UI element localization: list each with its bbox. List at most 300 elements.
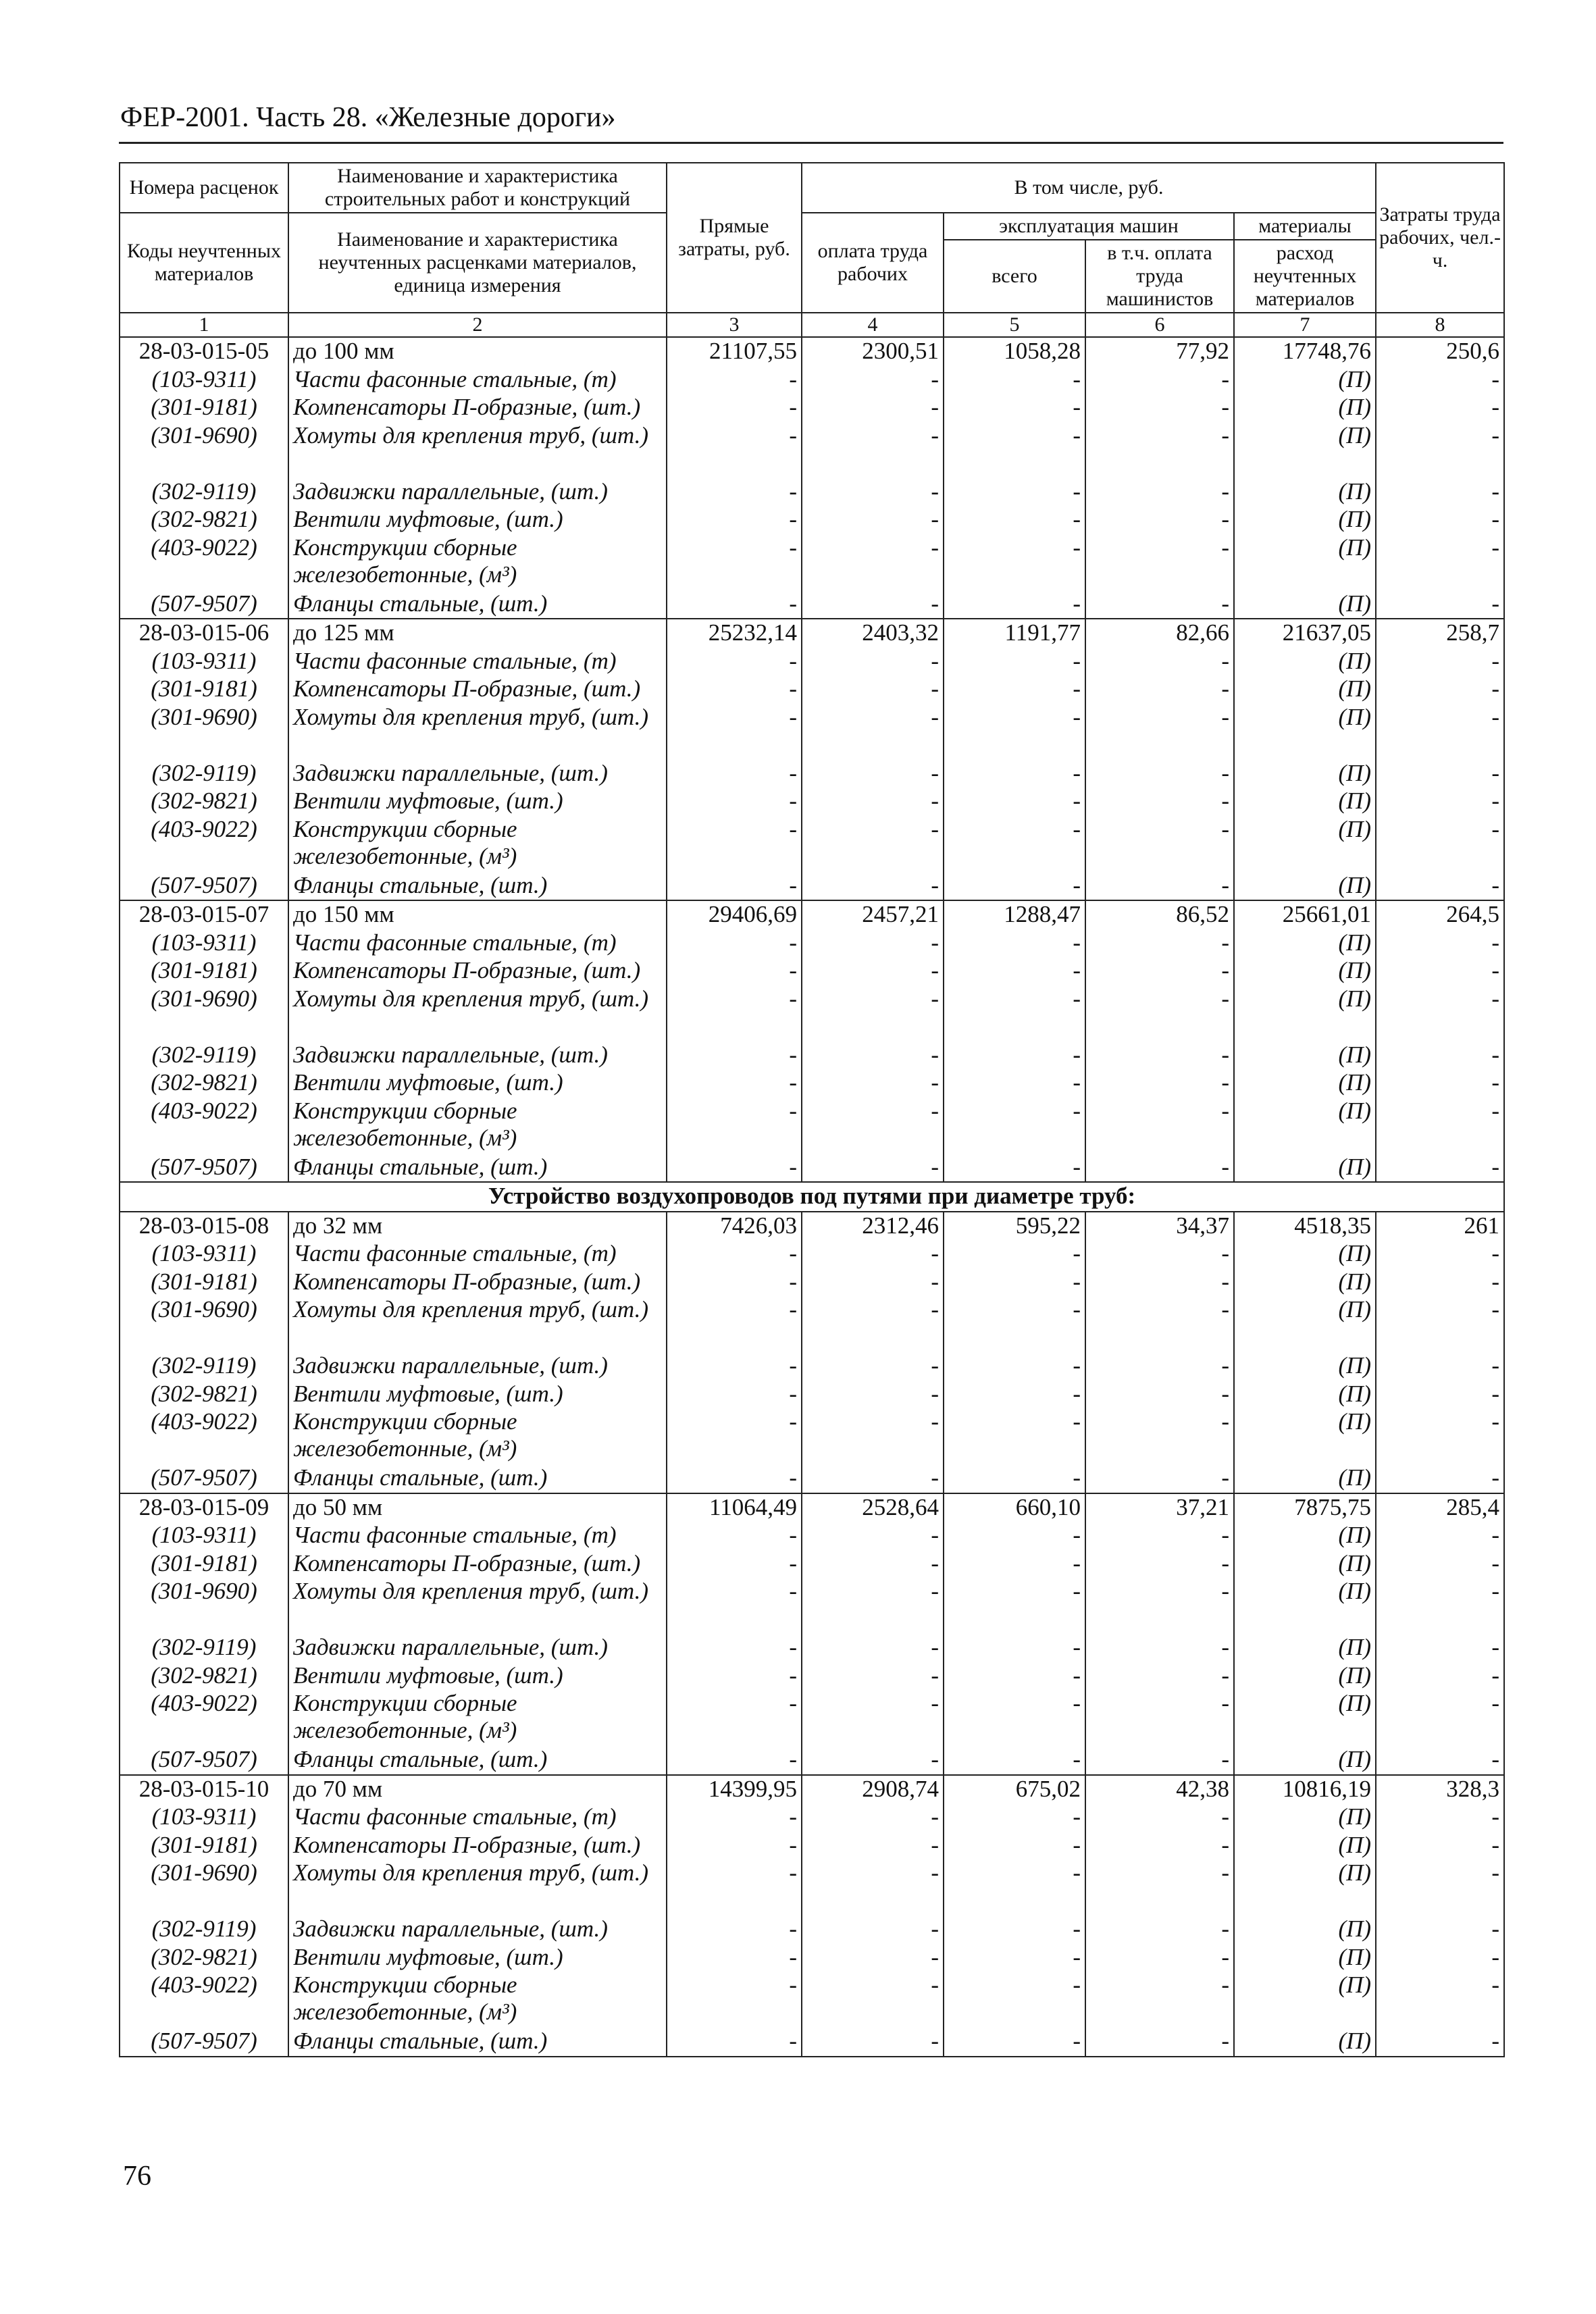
material-code: (403-9022) [120, 534, 288, 590]
material-code: (302-9119) [120, 1916, 288, 1944]
material-flag: (П) [1234, 1240, 1376, 1268]
labor-wages-dash: - [802, 478, 944, 507]
labor-wages: 2908,74 [802, 1775, 944, 1804]
material-code: (302-9821) [120, 1381, 288, 1409]
labor-wages-dash: - [802, 1578, 944, 1634]
direct-costs-dash: - [667, 1944, 802, 1972]
direct-costs-dash: - [667, 1464, 802, 1493]
material-flag: (П) [1234, 1154, 1376, 1183]
operator-wages: 42,38 [1085, 1775, 1234, 1804]
labor-hours-dash: - [1376, 478, 1504, 507]
material-name: Хомуты для крепления труб, (шт.) [288, 1859, 667, 1916]
material-flag: (П) [1234, 534, 1376, 590]
material-row [120, 534, 1504, 590]
labor-hours-dash: - [1376, 1069, 1504, 1098]
material-code: (301-9181) [120, 675, 288, 704]
material-flag: (П) [1234, 1381, 1376, 1409]
labor-hours-dash: - [1376, 704, 1504, 760]
direct-costs-dash: - [667, 1832, 802, 1860]
material-flag: (П) [1234, 985, 1376, 1042]
labor-hours-dash: - [1376, 675, 1504, 704]
material-name: Конструкции сборные железобетонные, (м³) [288, 1972, 667, 2028]
labor-hours: 261 [1376, 1212, 1504, 1241]
labor-hours-dash: - [1376, 590, 1504, 619]
machine-costs: 1191,77 [944, 619, 1085, 648]
machine-costs-dash: - [944, 534, 1085, 590]
direct-costs-dash: - [667, 1240, 802, 1268]
direct-costs-dash: - [667, 1746, 802, 1775]
material-name: Задвижки параллельные, (шт.) [288, 1634, 667, 1662]
labor-hours: 250,6 [1376, 337, 1504, 366]
labor-wages-dash: - [802, 1042, 944, 1070]
operator-wages: 34,37 [1085, 1212, 1234, 1241]
material-name: Вентили муфтовые, (шт.) [288, 1944, 667, 1972]
rate-name: до 150 мм [288, 900, 667, 929]
material-name: Фланцы стальные, (шт.) [288, 1154, 667, 1183]
material-code: (103-9311) [120, 1522, 288, 1550]
column-number: 4 [802, 313, 944, 337]
material-row [120, 1268, 1504, 1297]
material-flag: (П) [1234, 1408, 1376, 1464]
material-row [120, 1634, 1504, 1662]
column-number: 3 [667, 313, 802, 337]
material-flag: (П) [1234, 1578, 1376, 1634]
material-name: Хомуты для крепления труб, (шт.) [288, 1578, 667, 1634]
labor-wages-dash: - [802, 590, 944, 619]
material-row [120, 1578, 1504, 1634]
labor-hours-dash: - [1376, 506, 1504, 534]
material-row [120, 1746, 1504, 1775]
material-row [120, 648, 1504, 676]
direct-costs-dash: - [667, 1578, 802, 1634]
material-row [120, 788, 1504, 816]
direct-costs-dash: - [667, 366, 802, 394]
page-header: ФЕР-2001. Часть 28. «Железные дороги» [120, 102, 616, 133]
material-name: Хомуты для крепления труб, (шт.) [288, 985, 667, 1042]
machine-costs: 1058,28 [944, 337, 1085, 366]
group-header: В том числе, руб. [802, 163, 1376, 213]
direct-costs-dash: - [667, 506, 802, 534]
material-code: (301-9690) [120, 704, 288, 760]
col3-header: Прямые затраты, руб. [667, 163, 802, 313]
direct-costs-dash: - [667, 1154, 802, 1183]
direct-costs: 7426,03 [667, 1212, 802, 1241]
rate-code: 28-03-015-08 [120, 1212, 288, 1241]
labor-wages-dash: - [802, 1972, 944, 2028]
machine-costs-dash: - [944, 1972, 1085, 2028]
labor-wages-dash: - [802, 1746, 944, 1775]
rates-table [119, 162, 1505, 2057]
material-flag: (П) [1234, 1634, 1376, 1662]
material-row [120, 1464, 1504, 1493]
machine-costs-dash: - [944, 1662, 1085, 1691]
machine-costs-dash: - [944, 985, 1085, 1042]
rate-code: 28-03-015-09 [120, 1493, 288, 1522]
material-flag: (П) [1234, 422, 1376, 478]
labor-wages-dash: - [802, 1916, 944, 1944]
material-code: (301-9690) [120, 1859, 288, 1916]
labor-wages-dash: - [802, 985, 944, 1042]
material-flag: (П) [1234, 394, 1376, 422]
operator-wages-dash: - [1085, 1098, 1234, 1154]
material-row [120, 704, 1504, 760]
machine-costs-dash: - [944, 1578, 1085, 1634]
direct-costs-dash: - [667, 1522, 802, 1550]
material-flag: (П) [1234, 1069, 1376, 1098]
material-code: (301-9690) [120, 985, 288, 1042]
labor-hours-dash: - [1376, 1352, 1504, 1381]
material-row [120, 1832, 1504, 1860]
labor-hours: 264,5 [1376, 900, 1504, 929]
material-code: (403-9022) [120, 1972, 288, 2028]
material-flag: (П) [1234, 816, 1376, 872]
material-code: (301-9690) [120, 1296, 288, 1352]
material-flag: (П) [1234, 1690, 1376, 1746]
labor-wages-dash: - [802, 1381, 944, 1409]
table-header [120, 163, 1504, 337]
material-flag: (П) [1234, 478, 1376, 507]
direct-costs: 14399,95 [667, 1775, 802, 1804]
direct-costs-dash: - [667, 675, 802, 704]
rate-code: 28-03-015-07 [120, 900, 288, 929]
material-name: Фланцы стальные, (шт.) [288, 1464, 667, 1493]
labor-wages-dash: - [802, 760, 944, 788]
machine-costs-dash: - [944, 1464, 1085, 1493]
labor-hours: 285,4 [1376, 1493, 1504, 1522]
direct-costs: 25232,14 [667, 619, 802, 648]
machine-costs-dash: - [944, 422, 1085, 478]
labor-hours-dash: - [1376, 816, 1504, 872]
material-flag: (П) [1234, 506, 1376, 534]
machine-costs-dash: - [944, 366, 1085, 394]
col1-top-header: Номера расценок [120, 163, 288, 213]
operator-wages-dash: - [1085, 929, 1234, 958]
labor-hours-dash: - [1376, 1268, 1504, 1297]
material-flag: (П) [1234, 1296, 1376, 1352]
operator-wages: 86,52 [1085, 900, 1234, 929]
machine-costs: 595,22 [944, 1212, 1085, 1241]
operator-wages-dash: - [1085, 788, 1234, 816]
labor-wages-dash: - [802, 788, 944, 816]
labor-wages-dash: - [802, 1464, 944, 1493]
col5-header: всего [944, 240, 1085, 313]
material-flag: (П) [1234, 1832, 1376, 1860]
material-flag: (П) [1234, 1042, 1376, 1070]
machine-costs-dash: - [944, 872, 1085, 901]
machine-costs-dash: - [944, 1154, 1085, 1183]
material-row [120, 985, 1504, 1042]
labor-hours-dash: - [1376, 872, 1504, 901]
column-number: 2 [288, 313, 667, 337]
labor-hours-dash: - [1376, 1296, 1504, 1352]
direct-costs-dash: - [667, 534, 802, 590]
col6-header: в т.ч. оплата труда машинистов [1085, 240, 1234, 313]
operator-wages-dash: - [1085, 985, 1234, 1042]
col4-header: оплата труда рабочих [802, 213, 944, 313]
operator-wages-dash: - [1085, 1154, 1234, 1183]
material-row [120, 1859, 1504, 1916]
machines-header: эксплуатация машин [944, 213, 1234, 240]
machine-costs-dash: - [944, 1042, 1085, 1070]
col7-header: расход неучтенных материалов [1234, 240, 1376, 313]
column-number: 1 [120, 313, 288, 337]
operator-wages-dash: - [1085, 1803, 1234, 1832]
labor-hours-dash: - [1376, 1098, 1504, 1154]
labor-wages-dash: - [802, 816, 944, 872]
labor-hours-dash: - [1376, 1690, 1504, 1746]
labor-hours-dash: - [1376, 1746, 1504, 1775]
operator-wages-dash: - [1085, 2028, 1234, 2057]
material-row [120, 422, 1504, 478]
labor-wages-dash: - [802, 929, 944, 958]
labor-wages-dash: - [802, 1662, 944, 1691]
direct-costs-dash: - [667, 704, 802, 760]
rate-code: 28-03-015-06 [120, 619, 288, 648]
labor-hours-dash: - [1376, 788, 1504, 816]
material-row [120, 1550, 1504, 1578]
material-name: Конструкции сборные железобетонные, (м³) [288, 816, 667, 872]
material-flag: (П) [1234, 957, 1376, 985]
column-number: 6 [1085, 313, 1234, 337]
labor-hours-dash: - [1376, 957, 1504, 985]
material-code: (507-9507) [120, 1746, 288, 1775]
labor-wages-dash: - [802, 1522, 944, 1550]
labor-hours-dash: - [1376, 760, 1504, 788]
labor-wages-dash: - [802, 872, 944, 901]
material-name: Задвижки параллельные, (шт.) [288, 760, 667, 788]
material-costs: 4518,35 [1234, 1212, 1376, 1241]
direct-costs-dash: - [667, 1634, 802, 1662]
labor-wages-dash: - [802, 534, 944, 590]
material-row [120, 1240, 1504, 1268]
machine-costs-dash: - [944, 788, 1085, 816]
operator-wages-dash: - [1085, 704, 1234, 760]
page-number: 76 [123, 2161, 151, 2192]
operator-wages-dash: - [1085, 648, 1234, 676]
material-name: Хомуты для крепления труб, (шт.) [288, 422, 667, 478]
labor-wages-dash: - [802, 1352, 944, 1381]
machine-costs: 1288,47 [944, 900, 1085, 929]
operator-wages-dash: - [1085, 478, 1234, 507]
material-row [120, 1662, 1504, 1691]
machine-costs-dash: - [944, 1803, 1085, 1832]
labor-hours-dash: - [1376, 1832, 1504, 1860]
material-code: (302-9119) [120, 760, 288, 788]
machine-costs-dash: - [944, 1522, 1085, 1550]
material-row [120, 675, 1504, 704]
machine-costs-dash: - [944, 1859, 1085, 1916]
labor-hours-dash: - [1376, 648, 1504, 676]
labor-hours-dash: - [1376, 985, 1504, 1042]
labor-hours-dash: - [1376, 1803, 1504, 1832]
material-flag: (П) [1234, 675, 1376, 704]
direct-costs-dash: - [667, 1296, 802, 1352]
rate-row [120, 1775, 1504, 1804]
material-flag: (П) [1234, 366, 1376, 394]
labor-hours-dash: - [1376, 1662, 1504, 1691]
labor-hours-dash: - [1376, 1859, 1504, 1916]
labor-wages-dash: - [802, 648, 944, 676]
labor-wages: 2300,51 [802, 337, 944, 366]
direct-costs-dash: - [667, 1662, 802, 1691]
material-row [120, 760, 1504, 788]
material-row [120, 1042, 1504, 1070]
direct-costs-dash: - [667, 1042, 802, 1070]
material-row [120, 1296, 1504, 1352]
material-row [120, 1069, 1504, 1098]
direct-costs-dash: - [667, 1972, 802, 2028]
labor-wages-dash: - [802, 1154, 944, 1183]
material-flag: (П) [1234, 760, 1376, 788]
material-code: (302-9821) [120, 1944, 288, 1972]
material-code: (103-9311) [120, 929, 288, 958]
operator-wages-dash: - [1085, 872, 1234, 901]
direct-costs-dash: - [667, 788, 802, 816]
labor-wages-dash: - [802, 2028, 944, 2057]
material-name: Конструкции сборные железобетонные, (м³) [288, 534, 667, 590]
operator-wages-dash: - [1085, 1859, 1234, 1916]
labor-wages: 2312,46 [802, 1212, 944, 1241]
direct-costs-dash: - [667, 648, 802, 676]
machine-costs-dash: - [944, 590, 1085, 619]
rate-row [120, 619, 1504, 648]
labor-wages: 2403,32 [802, 619, 944, 648]
direct-costs-dash: - [667, 422, 802, 478]
labor-wages-dash: - [802, 704, 944, 760]
operator-wages-dash: - [1085, 760, 1234, 788]
material-code: (403-9022) [120, 1098, 288, 1154]
machine-costs-dash: - [944, 648, 1085, 676]
labor-hours-dash: - [1376, 534, 1504, 590]
material-flag: (П) [1234, 929, 1376, 958]
material-row [120, 1803, 1504, 1832]
operator-wages-dash: - [1085, 1634, 1234, 1662]
operator-wages-dash: - [1085, 1550, 1234, 1578]
operator-wages-dash: - [1085, 1578, 1234, 1634]
material-code: (507-9507) [120, 1464, 288, 1493]
labor-hours-dash: - [1376, 1408, 1504, 1464]
material-flag: (П) [1234, 2028, 1376, 2057]
material-code: (302-9821) [120, 506, 288, 534]
direct-costs-dash: - [667, 1803, 802, 1832]
direct-costs-dash: - [667, 1408, 802, 1464]
material-code: (302-9821) [120, 1069, 288, 1098]
col1-bottom-header: Коды неучтенных материалов [120, 213, 288, 313]
operator-wages-dash: - [1085, 1296, 1234, 1352]
direct-costs: 11064,49 [667, 1493, 802, 1522]
operator-wages-dash: - [1085, 366, 1234, 394]
material-name: Хомуты для крепления труб, (шт.) [288, 1296, 667, 1352]
labor-wages-dash: - [802, 1550, 944, 1578]
machine-costs-dash: - [944, 957, 1085, 985]
material-name: Конструкции сборные железобетонные, (м³) [288, 1408, 667, 1464]
labor-wages-dash: - [802, 957, 944, 985]
direct-costs: 21107,55 [667, 337, 802, 366]
operator-wages-dash: - [1085, 1352, 1234, 1381]
machine-costs: 660,10 [944, 1493, 1085, 1522]
direct-costs-dash: - [667, 2028, 802, 2057]
material-row [120, 590, 1504, 619]
material-flag: (П) [1234, 1916, 1376, 1944]
operator-wages-dash: - [1085, 675, 1234, 704]
operator-wages-dash: - [1085, 1832, 1234, 1860]
labor-hours-dash: - [1376, 929, 1504, 958]
machine-costs-dash: - [944, 1550, 1085, 1578]
operator-wages-dash: - [1085, 1240, 1234, 1268]
operator-wages: 82,66 [1085, 619, 1234, 648]
material-flag: (П) [1234, 872, 1376, 901]
material-code: (403-9022) [120, 816, 288, 872]
material-costs: 25661,01 [1234, 900, 1376, 929]
direct-costs-dash: - [667, 1098, 802, 1154]
machine-costs-dash: - [944, 1746, 1085, 1775]
material-name: Компенсаторы П-образные, (шт.) [288, 675, 667, 704]
direct-costs-dash: - [667, 872, 802, 901]
direct-costs-dash: - [667, 957, 802, 985]
labor-wages-dash: - [802, 1296, 944, 1352]
machine-costs-dash: - [944, 506, 1085, 534]
labor-wages-dash: - [802, 1098, 944, 1154]
direct-costs-dash: - [667, 1268, 802, 1297]
labor-wages-dash: - [802, 1634, 944, 1662]
machine-costs-dash: - [944, 929, 1085, 958]
material-code: (507-9507) [120, 2028, 288, 2057]
machine-costs-dash: - [944, 1916, 1085, 1944]
material-name: Вентили муфтовые, (шт.) [288, 788, 667, 816]
labor-hours-dash: - [1376, 1916, 1504, 1944]
material-code: (301-9181) [120, 1268, 288, 1297]
material-row [120, 1098, 1504, 1154]
operator-wages-dash: - [1085, 590, 1234, 619]
material-row [120, 816, 1504, 872]
machine-costs-dash: - [944, 1408, 1085, 1464]
material-code: (301-9690) [120, 422, 288, 478]
direct-costs-dash: - [667, 394, 802, 422]
labor-hours-dash: - [1376, 1550, 1504, 1578]
materials-header: материалы [1234, 213, 1376, 240]
labor-wages-dash: - [802, 1690, 944, 1746]
material-costs: 21637,05 [1234, 619, 1376, 648]
labor-hours-dash: - [1376, 1464, 1504, 1493]
labor-hours-dash: - [1376, 1972, 1504, 2028]
material-row [120, 929, 1504, 958]
material-flag: (П) [1234, 1098, 1376, 1154]
material-row [120, 872, 1504, 901]
material-code: (507-9507) [120, 872, 288, 901]
col8-header: Затраты труда рабочих, чел.-ч. [1376, 163, 1504, 313]
machine-costs-dash: - [944, 394, 1085, 422]
material-code: (507-9507) [120, 590, 288, 619]
material-flag: (П) [1234, 788, 1376, 816]
material-row [120, 1408, 1504, 1464]
material-row [120, 366, 1504, 394]
material-name: Конструкции сборные железобетонные, (м³) [288, 1098, 667, 1154]
material-name: Хомуты для крепления труб, (шт.) [288, 704, 667, 760]
direct-costs-dash: - [667, 985, 802, 1042]
material-code: (302-9119) [120, 478, 288, 507]
rate-name: до 100 мм [288, 337, 667, 366]
operator-wages-dash: - [1085, 422, 1234, 478]
material-name: Вентили муфтовые, (шт.) [288, 506, 667, 534]
material-name: Вентили муфтовые, (шт.) [288, 1662, 667, 1691]
material-code: (301-9181) [120, 394, 288, 422]
material-costs: 7875,75 [1234, 1493, 1376, 1522]
rate-name: до 70 мм [288, 1775, 667, 1804]
material-code: (302-9119) [120, 1042, 288, 1070]
machine-costs-dash: - [944, 1240, 1085, 1268]
material-name: Фланцы стальные, (шт.) [288, 2028, 667, 2057]
column-number: 7 [1234, 313, 1376, 337]
